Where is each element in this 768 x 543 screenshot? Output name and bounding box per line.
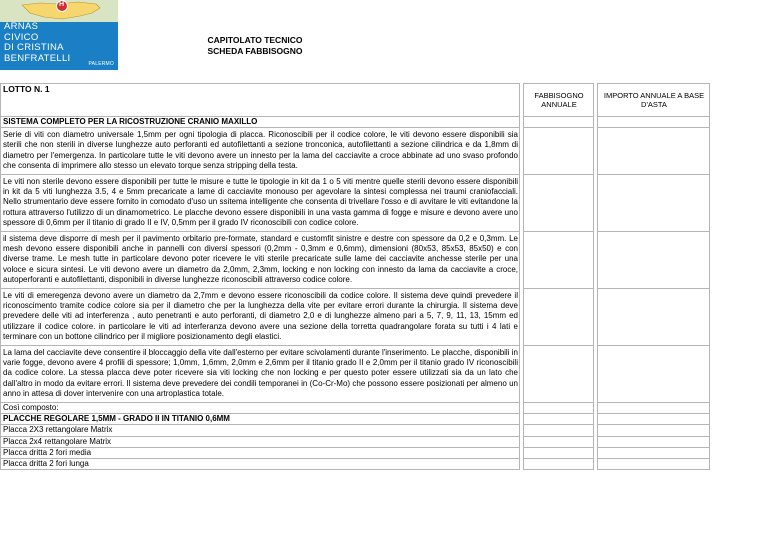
fabbisogno-cell: [524, 232, 594, 289]
table-header-row: [1, 84, 710, 117]
table-row: [1, 447, 710, 458]
table-row: [1, 128, 710, 175]
table-row: [1, 232, 710, 289]
table-row: [1, 289, 710, 346]
importo-cell: [598, 447, 710, 458]
fabbisogno-cell: [524, 436, 594, 447]
fabbisogno-cell: [524, 447, 594, 458]
item-name: Placca dritta 2 fori lunga: [1, 459, 520, 470]
table-row: [1, 436, 710, 447]
logo-line: DI CRISTINA: [4, 42, 64, 53]
fabbisogno-cell: [524, 414, 594, 425]
importo-cell: [598, 414, 710, 425]
lot-title: LOTTO N. 1: [1, 84, 520, 117]
logo-city: PALERMO: [88, 61, 114, 67]
logo-line: BENFRATELLI: [4, 52, 71, 64]
table-row: [1, 459, 710, 470]
importo-cell: [598, 128, 710, 175]
document-title: [175, 35, 335, 57]
importo-cell: [598, 403, 710, 414]
importo-cell: [598, 289, 710, 346]
description-paragraph: Le viti non sterile devono essere disponibili per tutte le misure e tutte le tipologie in kit da 1 o 5 viti mentre quelle sterili devono essere disponibili in kit da 5 viti lunghezza 3.5, 4 e 5mm precaricate a lame di cacciavite monouso per agevolare la sintesi complessa nei traumi craniofacciali. Nello strumentario deve essere fornito in comodato d'uso un ssitema intelligente che consenta di trivellare l'osso e di avvitare le viti evitandone la rottura attraverso l'utilizzo di un dinamometrico. Le placche devono essere disponibili in una vasta gamma di fogge e misure e devono avere uno spessore di 0,6mm per il titanio di grado II e IV, 0,5mm per il grado IV riconoscibili con codice colore.: [1, 175, 520, 232]
lot-subtitle-row: [1, 117, 710, 128]
item-name: Placca dritta 2 fori media: [1, 447, 520, 458]
table-row: [1, 425, 710, 436]
importo-cell: [598, 425, 710, 436]
logo-line: ARNAS: [4, 21, 39, 32]
sicily-map-icon: [0, 0, 118, 22]
logo-text: [4, 22, 70, 64]
fabbisogno-cell: [524, 425, 594, 436]
table-row: [1, 346, 710, 403]
fabbisogno-cell: [524, 403, 594, 414]
item-name: Placca 2x4 rettangolare Matrix: [1, 436, 520, 447]
fabbisogno-cell: [524, 346, 594, 403]
importo-cell: [598, 117, 710, 128]
table-row: [1, 403, 710, 414]
table-row: [1, 414, 710, 425]
col-fabbisogno-header: FABBISOGNO ANNUALE: [524, 84, 594, 117]
logo-line: CIVICO: [4, 31, 39, 43]
importo-cell: [598, 346, 710, 403]
lot-subtitle: SISTEMA COMPLETO PER LA RICOSTRUZIONE CRANIO MAXILLO: [1, 117, 520, 128]
fabbisogno-cell: [524, 459, 594, 470]
description-paragraph: Le viti di emeregenza devono avere un diametro da 2,7mm e devono essere riconoscibili da codice colore. Il sistema deve quindi prevedere il riconoscimento tramite codice colore sia per il diametro che per la lunghezza della vite per evitare errori durante la chirurgia. Il sistema deve prevedere delle viti ad interferenza , auto penetranti e auto perforanti, di diametro 2,0 e di lunghezze almeno pari a 5, 7, 9, 11, 13, 15mm ed utilizzare il codice colore. in particolare le viti ad interferanza devono avere una sezione della torretta quadrangolare forata su tutti i 4 lati e terminare con un bottone cilindrico per il migliore posizionamento degli elastici.: [1, 289, 520, 346]
composition-heading: PLACCHE REGOLARE 1,5MM - GRADO II IN TITANIO 0,6MM: [1, 414, 520, 425]
fabbisogno-cell: [524, 128, 594, 175]
hospital-logo: [0, 0, 118, 70]
title-line: CAPITOLATO TECNICO: [207, 35, 303, 45]
importo-cell: [598, 459, 710, 470]
importo-cell: [598, 232, 710, 289]
description-paragraph: il sistema deve disporre di mesh per il pavimento orbitario pre-formate, standard e customfit sinistre e destre con spessore da 0,2 e 0,3mm. Le mesh devono essere disponibili anche in pannelli con diversi spessori (0,2mm - 0,3mm e 0,6mm), dimensioni (80x53, 85x53, 85x50) e con diverse trame. Le mesh tutte in particolare devono poter ricevere le viti sterile precaricate sulle lame dei cacciavite anchesse sterile per una voloce e sicura sintesi. Le viti devono avere un diametro da 2,0mm, 2,3mm, locking e non locking con innesto da lama da cacciavite a croce, autoperforanti e autofilettanti, disponibili in diverse lunghezze riconoscibili attraverso codice colore.: [1, 232, 520, 289]
fabbisogno-cell: [524, 117, 594, 128]
item-name: Placca 2X3 rettangolare Matrix: [1, 425, 520, 436]
col-importo-header: IMPORTO ANNUALE A BASE D'ASTA: [598, 84, 710, 117]
fabbisogno-cell: [524, 289, 594, 346]
fabbisogno-table: [0, 83, 710, 470]
logo-badge: H: [59, 1, 65, 8]
fabbisogno-cell: [524, 175, 594, 232]
importo-cell: [598, 436, 710, 447]
description-paragraph: Serie di viti con diametro universale 1,5mm per ogni tipologia di placca. Riconoscibili per il codice colore, le viti devono essere disponibili sia sterili che non sterili in diverse lunghezze auto perforanti ed autofilettanti a sezione tronconica, autofilettanti a sezione cilindrica e da 1,8mm di diametro per l'emergenza. In particolare tutte le viti devono avere un innesto per la lama del cacciavite a croce abbinate ad uno svaso profondo che consenta di imprimere allo stesso un elevato torque senza stripping della testa.: [1, 128, 520, 175]
importo-cell: [598, 175, 710, 232]
description-paragraph: La lama del cacciavite deve consentire il bloccaggio della vite dall'esterno per evitare scivolamenti durante l'inserimento. Le placche, disponibili in varie fogge, devono avere 4 profili di spessore; 1,0mm, 1,6mm, 2,0mm e 2,6mm per il titanio grado II e 2,0mm per il titanio grado IV riconoscibili da codice colore. La stessa placca deve poter ricevere sia viti locking che non locking e per questo poter essere utilizzati sia da un lato che dall'altro in modo da evitare errori. Il sistema deve prevedere dei condili temporanei in (Co-Cr-Mo) che possono essere posizionati per almeno un anno in attesa di dover intervenire con una artroplastica totale.: [1, 346, 520, 403]
composition-label: Così composto:: [1, 403, 520, 414]
table-row: [1, 175, 710, 232]
subtitle-line: SCHEDA FABBISOGNO: [207, 46, 303, 56]
